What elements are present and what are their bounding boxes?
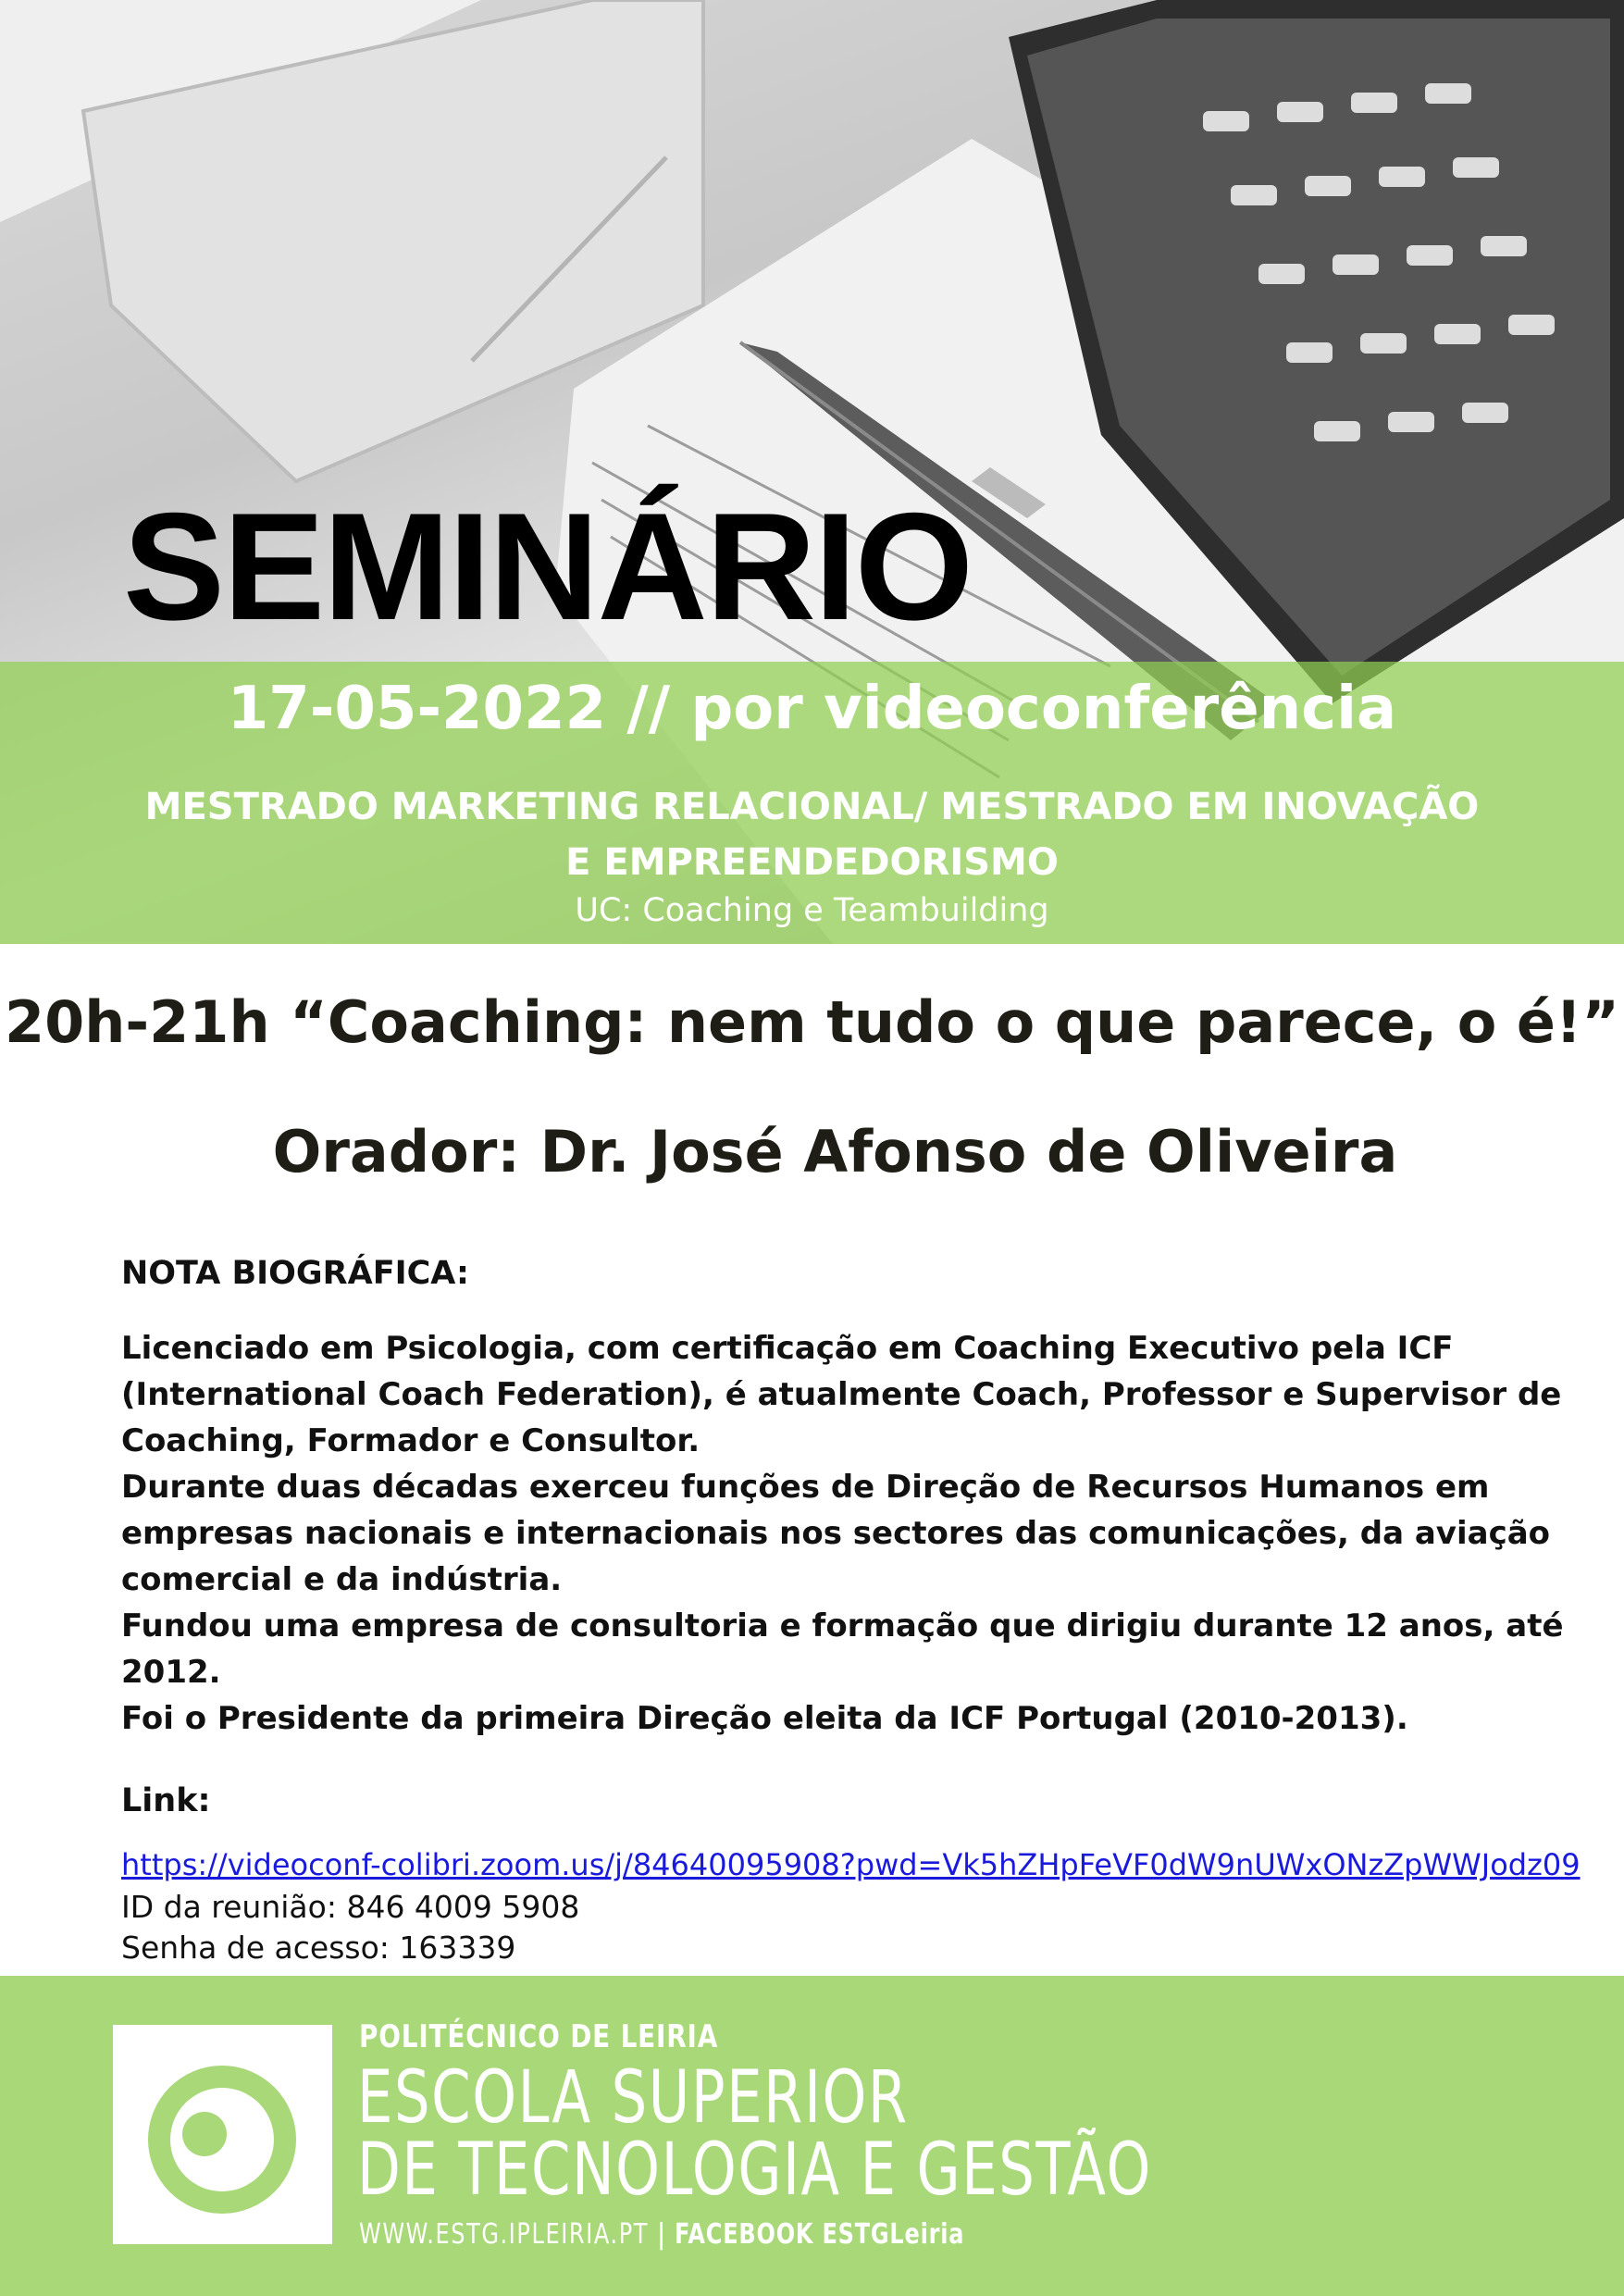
estg-logo-icon (113, 2025, 332, 2244)
speaker-name: Orador: Dr. José Afonso de Oliveira (272, 1118, 1398, 1185)
institution-name: POLITÉCNICO DE LEIRIA (359, 2018, 719, 2055)
page-title: SEMINÁRIO (123, 481, 973, 652)
school-name-line2: DE TECNOLOGIA E GESTÃO (357, 2128, 1152, 2212)
website-link[interactable]: WWW.ESTG.IPLEIRIA.PT (359, 2218, 650, 2251)
meeting-id: ID da reunião: 846 4009 5908 (121, 1889, 580, 1925)
meeting-link[interactable]: https://videoconf-colibri.zoom.us/j/84640095908?pwd=Vk5hZHpFeVF0dW9nUWxONzZpWWJodz09 (121, 1847, 1581, 1882)
facebook-link[interactable]: | FACEBOOK ESTGLeiria (657, 2218, 965, 2251)
bio-paragraph: Durante duas décadas exerceu funções de Direção de Recursos Humanos em empresas nacionais e internacionais nos sectores das comunicações, da aviação comercial e da indústria. (121, 1469, 1551, 1598)
program-name: MESTRADO MARKETING RELACIONAL/ MESTRADO EM INOVAÇÃO E EMPREENDEDORISMO (144, 786, 1480, 884)
estg-logo (113, 2025, 332, 2244)
event-date: 17-05-2022 // por videoconferência (227, 675, 1397, 743)
session-title: 20h-21h “Coaching: nem tudo o que parece, o é!” (5, 988, 1619, 1056)
bio-paragraph: Foi o Presidente da primeira Direção eleita da ICF Portugal (2010-2013). (121, 1700, 1408, 1737)
bio-text (121, 1325, 1565, 1742)
footer-web-links (359, 2219, 964, 2250)
meeting-password: Senha de acesso: 163339 (121, 1930, 516, 1966)
bio-heading: NOTA BIOGRÁFICA: (121, 1255, 470, 1292)
course-unit: UC: Coaching e Teambuilding (575, 892, 1049, 929)
bio-paragraph: Fundou uma empresa de consultoria e formação que dirigiu durante 12 anos, até 2012. (121, 1607, 1564, 1691)
school-name-line1: ESCOLA SUPERIOR (357, 2056, 909, 2140)
link-label: Link: (121, 1782, 211, 1819)
bio-paragraph: Licenciado em Psicologia, com certificação em Coaching Executivo pela ICF (International Coach Federation), é atualmente Coach, Professor e Supervisor de Coaching, Formador e Consultor. (121, 1330, 1562, 1459)
